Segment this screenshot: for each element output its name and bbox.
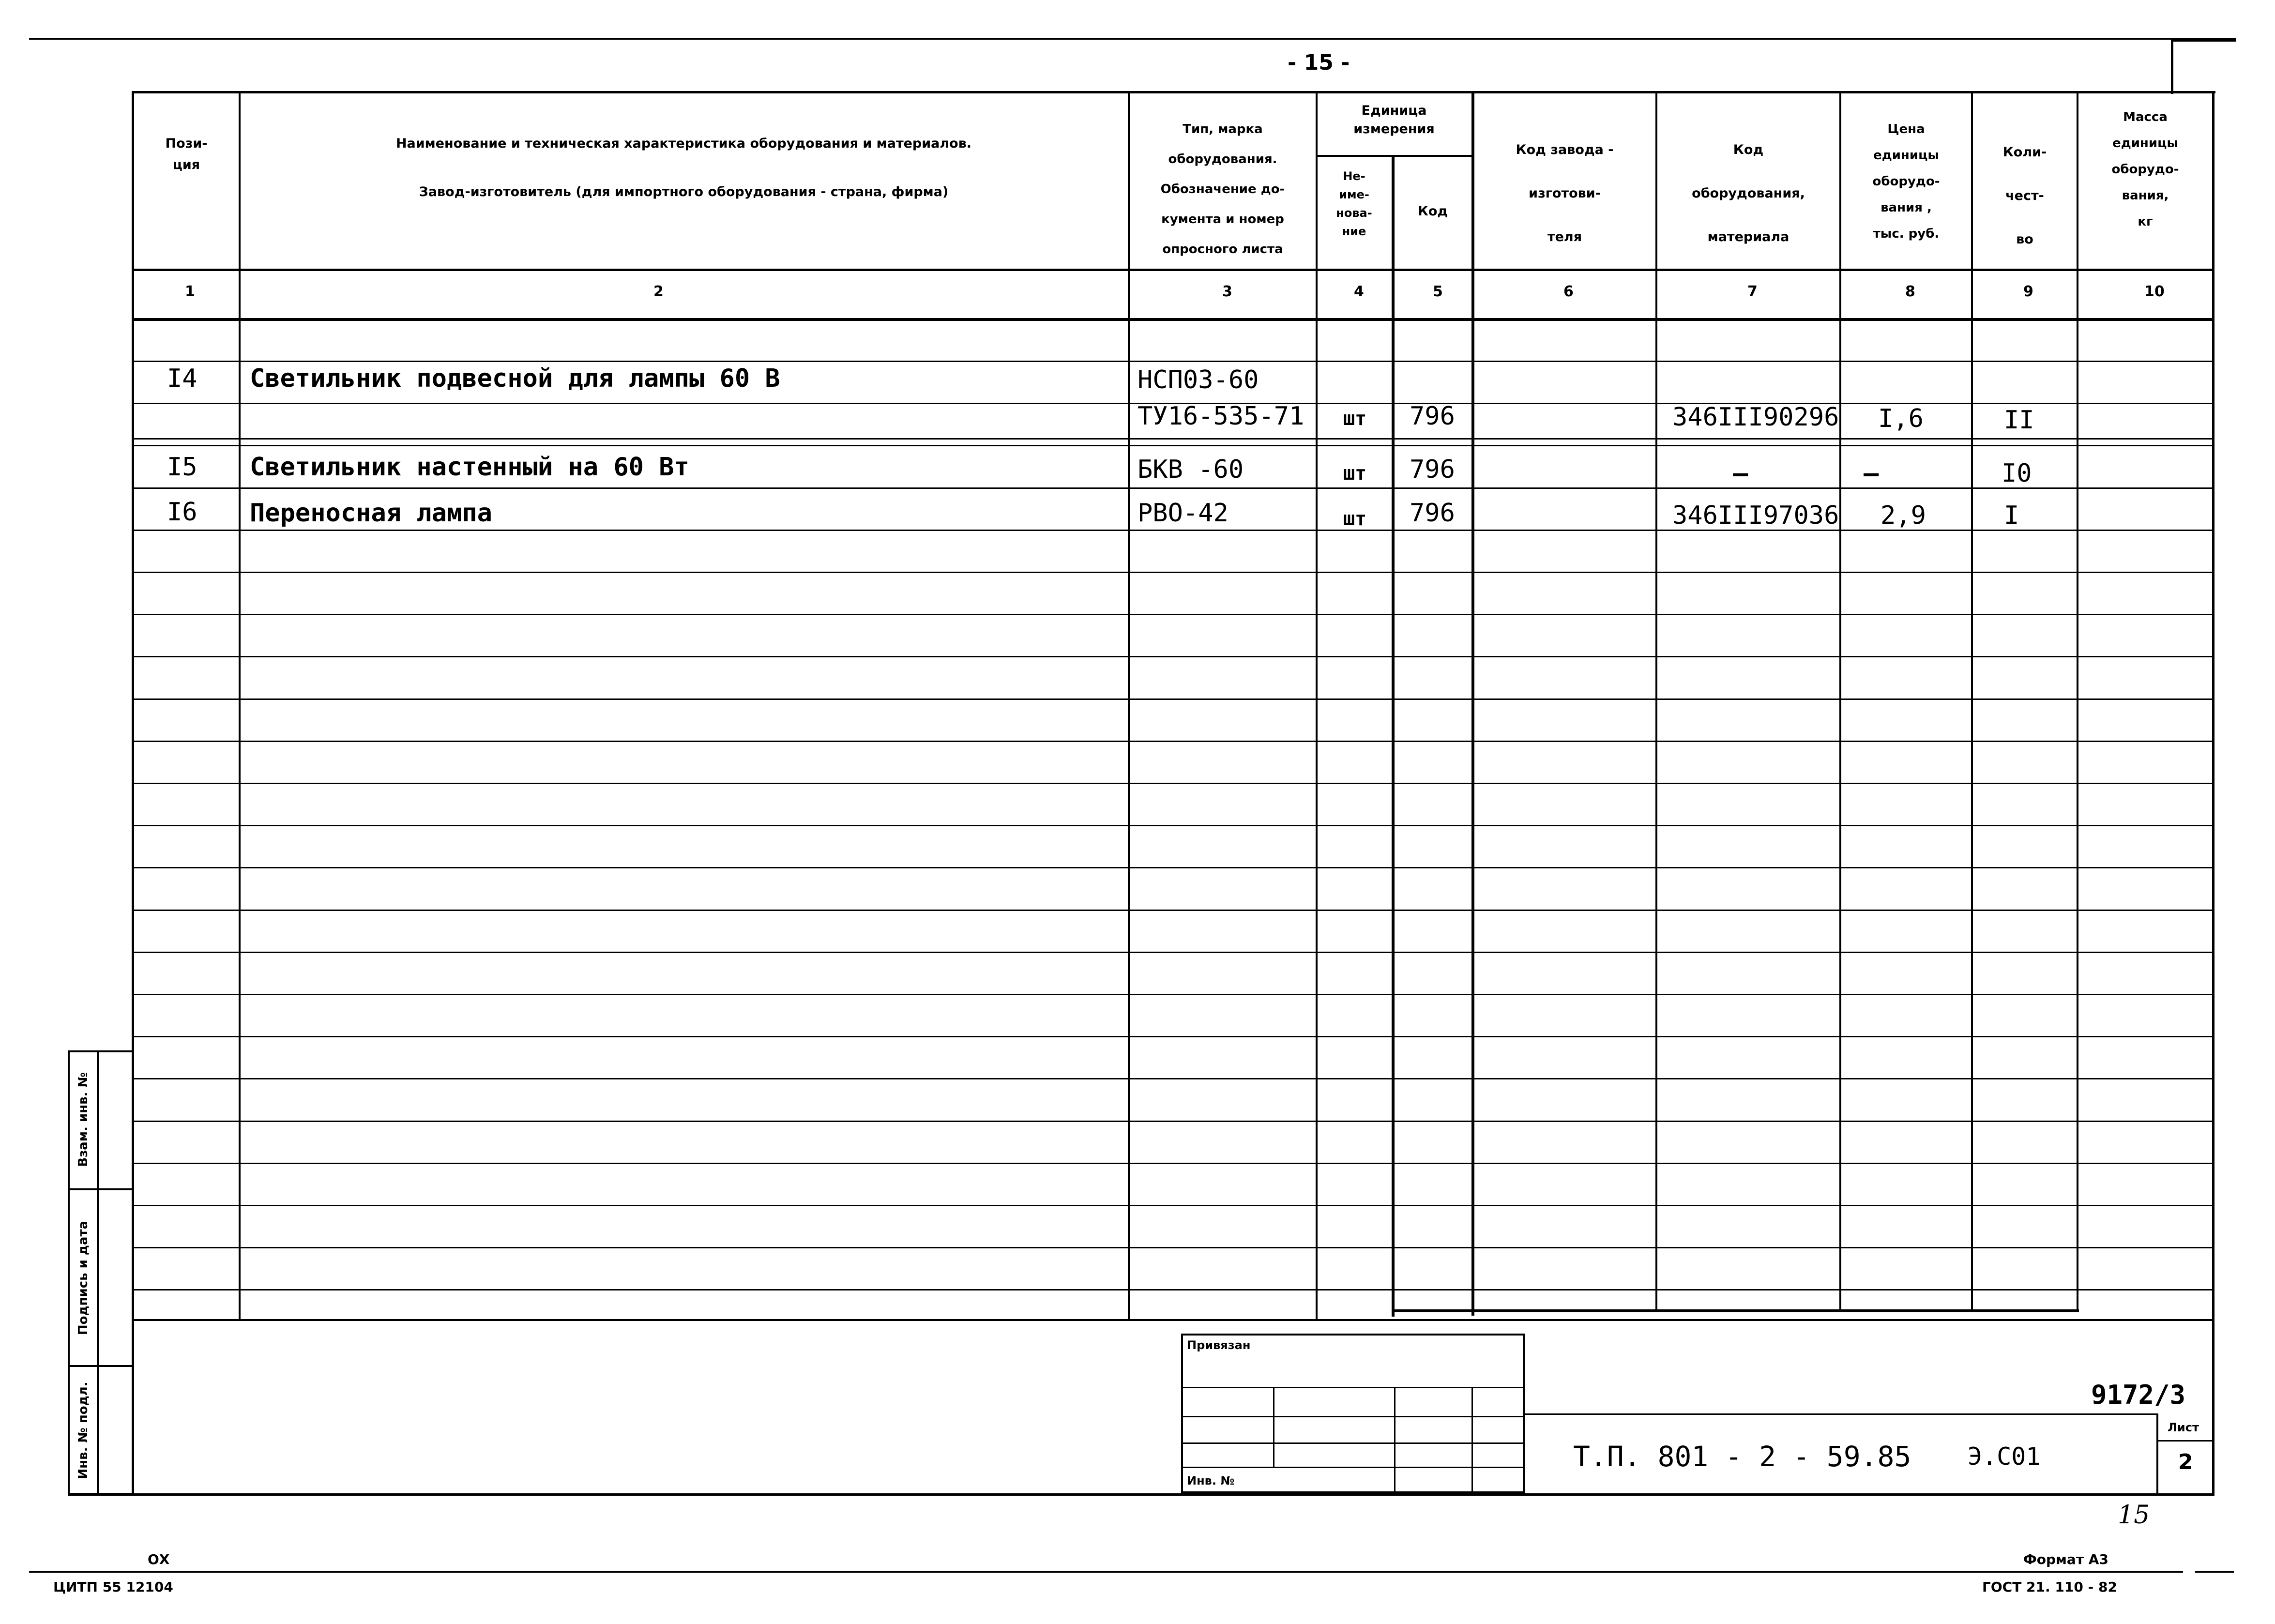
row-3-unit: шт: [1343, 462, 1367, 485]
row-1-name: Светильник подвесной для лампы 60 В: [250, 364, 780, 393]
row-4-material-code: 346III97036: [1672, 501, 1839, 530]
privyazan-line-4: [1181, 1467, 1525, 1468]
col-sep-5: [1471, 91, 1474, 1316]
row-separator-line: [132, 1036, 2213, 1037]
row-separator-line: [132, 1121, 2213, 1122]
row-1-position: I4: [167, 364, 197, 393]
page-number: - 15 -: [1288, 50, 1350, 75]
row-separator-line: [132, 783, 2213, 784]
row-separator-line: [132, 1247, 2213, 1248]
archive-number: 9172/3: [2091, 1380, 2186, 1410]
row-4-name: Переносная лампа: [250, 499, 492, 528]
footer-format: Формат А3: [2023, 1551, 2108, 1567]
row-2-material-code: 346III90296: [1672, 403, 1839, 432]
row-separator-line: [132, 438, 2213, 440]
row-separator-line: [132, 952, 2213, 953]
side-stamp-vline: [97, 1050, 99, 1495]
row-separator-line: [132, 1205, 2213, 1206]
table-bottom-border: [68, 1493, 2214, 1496]
doc-code: Т.П. 801 - 2 - 59.85: [1573, 1440, 1911, 1473]
header-unit-name: Не- име- нова- ние: [1336, 169, 1372, 238]
sheet-label: Лист: [2168, 1421, 2199, 1434]
body-bottom-line: [1392, 1309, 2079, 1312]
row-4-quantity: I: [2004, 501, 2019, 530]
unit-group-divider: [1316, 155, 1473, 157]
doc-suffix: Э.С01: [1968, 1442, 2041, 1471]
row-2-unit: шт: [1343, 408, 1367, 430]
row-2-type: ТУ16-535-71: [1138, 402, 1304, 431]
header-type: Тип, марка оборудования. Обозначение до- кумента и номер опросного листа: [1160, 122, 1285, 257]
row-3-name: Светильник настенный на 60 Вт: [250, 453, 689, 482]
col-sep-6: [1655, 91, 1657, 1311]
row-2-price: I,6: [1878, 404, 1924, 433]
header-material-code: Код оборудования, материала: [1692, 142, 1805, 244]
right-corner-line: [2171, 40, 2173, 94]
row-1-type: НСП03-60: [1138, 365, 1259, 395]
row-separator-line: [132, 825, 2213, 826]
row-separator-line: [132, 656, 2213, 657]
side-stamp-line-2: [68, 1365, 134, 1367]
header-name-line1: Наименование и техническая характеристика оборудования и материалов.: [395, 136, 972, 151]
row-separator-line: [132, 614, 2213, 615]
row-4-code: 796: [1410, 499, 1455, 528]
row-separator-line: [132, 572, 2213, 573]
top-border-line: [29, 38, 2236, 40]
col-sep-3: [1316, 91, 1318, 1320]
header-bottom-line: [132, 269, 2213, 271]
sheet-number: 2: [2178, 1450, 2193, 1474]
row-separator-line: [132, 1289, 2213, 1290]
row-separator-line: [132, 867, 2213, 868]
header-quantity: Коли- чест- во: [2002, 145, 2047, 247]
row-3-code: 796: [1410, 455, 1455, 484]
row-3-position: I5: [167, 453, 197, 482]
row-4-type: РВО-42: [1138, 499, 1228, 528]
side-label-podpis: Подпись и дата: [76, 1220, 91, 1336]
privyazan-vline-2: [1394, 1387, 1395, 1493]
row-separator-line: [132, 445, 2213, 446]
stamp-top-line: [132, 1319, 2213, 1321]
col-sep-2: [1128, 91, 1130, 1320]
right-corner-top-line: [2171, 40, 2236, 42]
row-separator-line: [132, 361, 2213, 362]
row-3-material-code: –: [1733, 459, 1748, 488]
row-separator-line: [132, 994, 2213, 995]
footer-line: [29, 1571, 2183, 1573]
side-stamp-line-1: [68, 1188, 134, 1190]
header-unit-group: Единица измерения: [1353, 103, 1435, 137]
table-top-border: [132, 91, 2215, 93]
privyazan-line-1: [1181, 1387, 1525, 1388]
col-sep-9: [2077, 91, 2078, 1311]
row-4-unit: шт: [1343, 508, 1367, 530]
header-name-line2: Завод-изготовитель (для импортного оборудования - страна, фирма): [419, 184, 949, 199]
inv-no-label: Инв. №: [1187, 1474, 1235, 1487]
header-price: Цена единицы оборудо- вания , тыс. руб.: [1872, 122, 1940, 241]
side-label-inv-podl: Инв. № подл.: [76, 1381, 91, 1479]
row-2-quantity: II: [2004, 406, 2034, 435]
privyazan-line-3: [1181, 1442, 1525, 1444]
header-unit-code: Код: [1417, 204, 1448, 219]
sheet-box-divider: [2156, 1440, 2214, 1442]
side-label-vzam: Взам. инв. №: [76, 1072, 91, 1167]
row-separator-line: [132, 741, 2213, 742]
table-right-border: [2212, 91, 2214, 1495]
header-position: Пози- ция: [165, 136, 208, 172]
footer-left-top: ОХ: [148, 1551, 170, 1567]
row-3-price: –: [1864, 459, 1879, 488]
footer-gost: ГОСТ 21. 110 - 82: [1982, 1579, 2117, 1595]
row-3-quantity: I0: [2002, 459, 2032, 488]
col-sep-8: [1971, 91, 1973, 1311]
doc-block-top-line: [1525, 1413, 2156, 1415]
privyazan-line-2: [1181, 1416, 1525, 1417]
header-factory-code: Код завода - изготови- теля: [1516, 142, 1614, 244]
row-2-code: 796: [1410, 402, 1455, 431]
footer-left-bottom: ЦИТП 55 12104: [53, 1579, 173, 1595]
privyazan-label: Привязан: [1187, 1338, 1251, 1352]
row-4-position: I6: [167, 498, 197, 527]
colnum-bottom-line: [132, 318, 2213, 321]
footer-line-right: [2195, 1571, 2234, 1573]
row-4-price: 2,9: [1881, 501, 1926, 530]
privyazan-box: [1181, 1334, 1525, 1493]
row-separator-line: [132, 910, 2213, 911]
handwritten-page-number: 15: [2118, 1501, 2150, 1530]
row-separator-line: [132, 1078, 2213, 1079]
row-separator-line: [132, 698, 2213, 700]
row-separator-line: [132, 487, 2213, 489]
col-sep-4: [1392, 155, 1395, 1317]
col-sep-7: [1839, 91, 1841, 1311]
sheet-box-left: [2156, 1413, 2158, 1493]
row-separator-line: [132, 1163, 2213, 1164]
col-sep-1: [239, 91, 241, 1320]
privyazan-vline-3: [1471, 1387, 1473, 1493]
header-mass: Масса единицы оборудо- вания, кг: [2111, 110, 2179, 229]
privyazan-vline-1: [1273, 1387, 1274, 1467]
row-3-type: БКВ -60: [1138, 455, 1244, 484]
